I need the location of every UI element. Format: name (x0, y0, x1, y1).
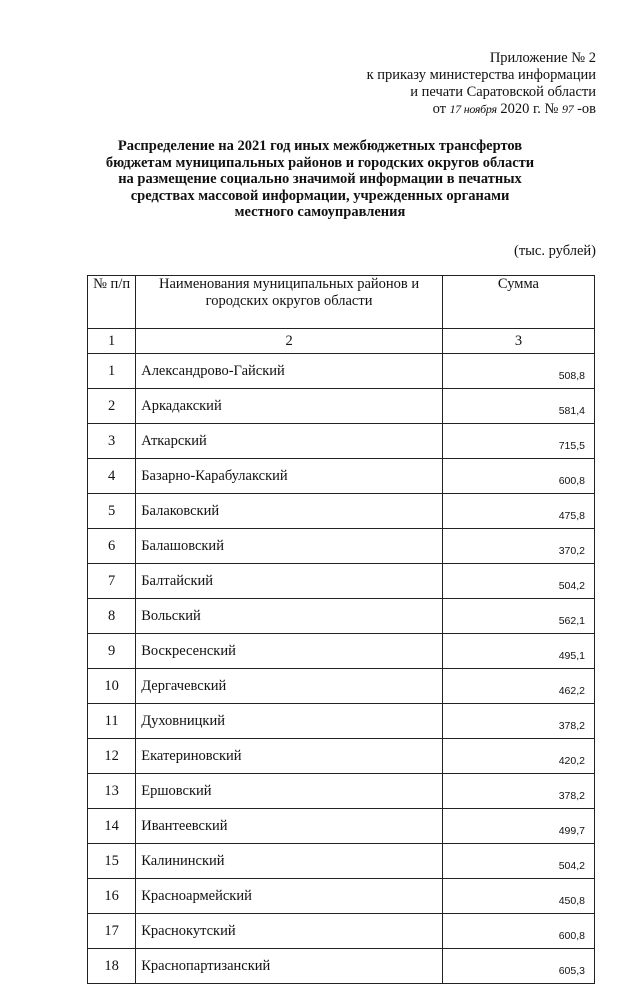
table-row (88, 809, 595, 844)
row-number: 12 (88, 739, 136, 774)
row-number: 8 (88, 599, 136, 634)
row-number: 9 (88, 634, 136, 669)
date-year: 2020 г. № (500, 101, 559, 117)
appendix-order-line: к приказу министерства информации (366, 67, 596, 83)
table-row (88, 704, 595, 739)
title-line: бюджетам муниципальных районов и городских округов области (105, 154, 535, 171)
district-name: Аркадакский (136, 389, 443, 424)
row-number: 5 (88, 494, 136, 529)
document-title (60, 138, 580, 221)
row-number: 16 (88, 879, 136, 914)
district-name: Базарно-Карабулакский (136, 459, 443, 494)
district-name: Духовницкий (136, 704, 443, 739)
row-number: 13 (88, 774, 136, 809)
table-row (88, 914, 595, 949)
header-number: № п/п (88, 276, 136, 329)
column-number: 2 (136, 329, 443, 354)
row-number: 10 (88, 669, 136, 704)
amount: 378,2 (442, 774, 594, 809)
amount: 450,8 (442, 879, 594, 914)
column-number-row (88, 329, 595, 354)
column-number: 3 (442, 329, 594, 354)
amount: 562,1 (442, 599, 594, 634)
district-name: Дергачевский (136, 669, 443, 704)
amount: 581,4 (442, 389, 594, 424)
amount: 504,2 (442, 564, 594, 599)
amount: 495,1 (442, 634, 594, 669)
table-row (88, 424, 595, 459)
row-number: 14 (88, 809, 136, 844)
amount: 462,2 (442, 669, 594, 704)
appendix-block (367, 50, 596, 118)
district-name: Краснокутский (136, 914, 443, 949)
district-name: Ивантеевский (136, 809, 443, 844)
table-row (88, 949, 595, 984)
appendix-title: Приложение № 2 (489, 50, 596, 66)
amount: 370,2 (442, 529, 594, 564)
units-label: (тыс. рублей) (514, 243, 596, 259)
district-name: Екатериновский (136, 739, 443, 774)
number-suffix: -ов (577, 101, 596, 117)
row-number: 2 (88, 389, 136, 424)
table-row (88, 879, 595, 914)
table-row (88, 459, 595, 494)
appendix-ministry-line: и печати Саратовской области (410, 84, 596, 100)
amount: 605,3 (442, 949, 594, 984)
table-row (88, 564, 595, 599)
row-number: 18 (88, 949, 136, 984)
table-row (88, 389, 595, 424)
title-line: на размещение социально значимой информации в печатных (118, 171, 522, 187)
district-name: Александрово-Гайский (136, 354, 443, 389)
amount: 499,7 (442, 809, 594, 844)
row-number: 15 (88, 844, 136, 879)
row-number: 4 (88, 459, 136, 494)
table-header-row (88, 276, 595, 329)
district-name: Ершовский (136, 774, 443, 809)
column-number: 1 (88, 329, 136, 354)
amount: 508,8 (442, 354, 594, 389)
district-name: Балаковский (136, 494, 443, 529)
handwritten-date: 17 ноября (449, 102, 497, 116)
amount: 600,8 (442, 914, 594, 949)
header-sum: Сумма (442, 276, 594, 329)
date-prefix: от (432, 101, 446, 117)
title-line: местного самоуправления (234, 204, 406, 220)
district-name: Балашовский (136, 529, 443, 564)
title-line: средствах массовой информации, учрежденных органами (130, 187, 510, 204)
table-body (88, 354, 595, 984)
district-name: Вольский (136, 599, 443, 634)
title-line: Распределение на 2021 год иных межбюджетных трансфертов (117, 138, 523, 154)
handwritten-number: 97 (562, 102, 574, 116)
table-row (88, 669, 595, 704)
district-name: Калининский (136, 844, 443, 879)
distribution-table (87, 275, 595, 984)
row-number: 3 (88, 424, 136, 459)
amount: 715,5 (442, 424, 594, 459)
district-name: Краснопартизанский (136, 949, 443, 984)
table-row (88, 599, 595, 634)
row-number: 17 (88, 914, 136, 949)
table-row (88, 634, 595, 669)
district-name: Аткарский (136, 424, 443, 459)
amount: 504,2 (442, 844, 594, 879)
district-name: Красноармейский (136, 879, 443, 914)
amount: 475,8 (442, 494, 594, 529)
table-row (88, 529, 595, 564)
amount: 378,2 (442, 704, 594, 739)
table-row (88, 774, 595, 809)
row-number: 11 (88, 704, 136, 739)
row-number: 1 (88, 354, 136, 389)
district-name: Балтайский (136, 564, 443, 599)
row-number: 6 (88, 529, 136, 564)
row-number: 7 (88, 564, 136, 599)
table-row (88, 354, 595, 389)
appendix-date-line (367, 101, 596, 118)
district-name: Воскресенский (136, 634, 443, 669)
header-name: Наименования муниципальных районов и городских округов области (136, 276, 443, 329)
table-row (88, 739, 595, 774)
amount: 600,8 (442, 459, 594, 494)
table-row (88, 844, 595, 879)
amount: 420,2 (442, 739, 594, 774)
table-row (88, 494, 595, 529)
